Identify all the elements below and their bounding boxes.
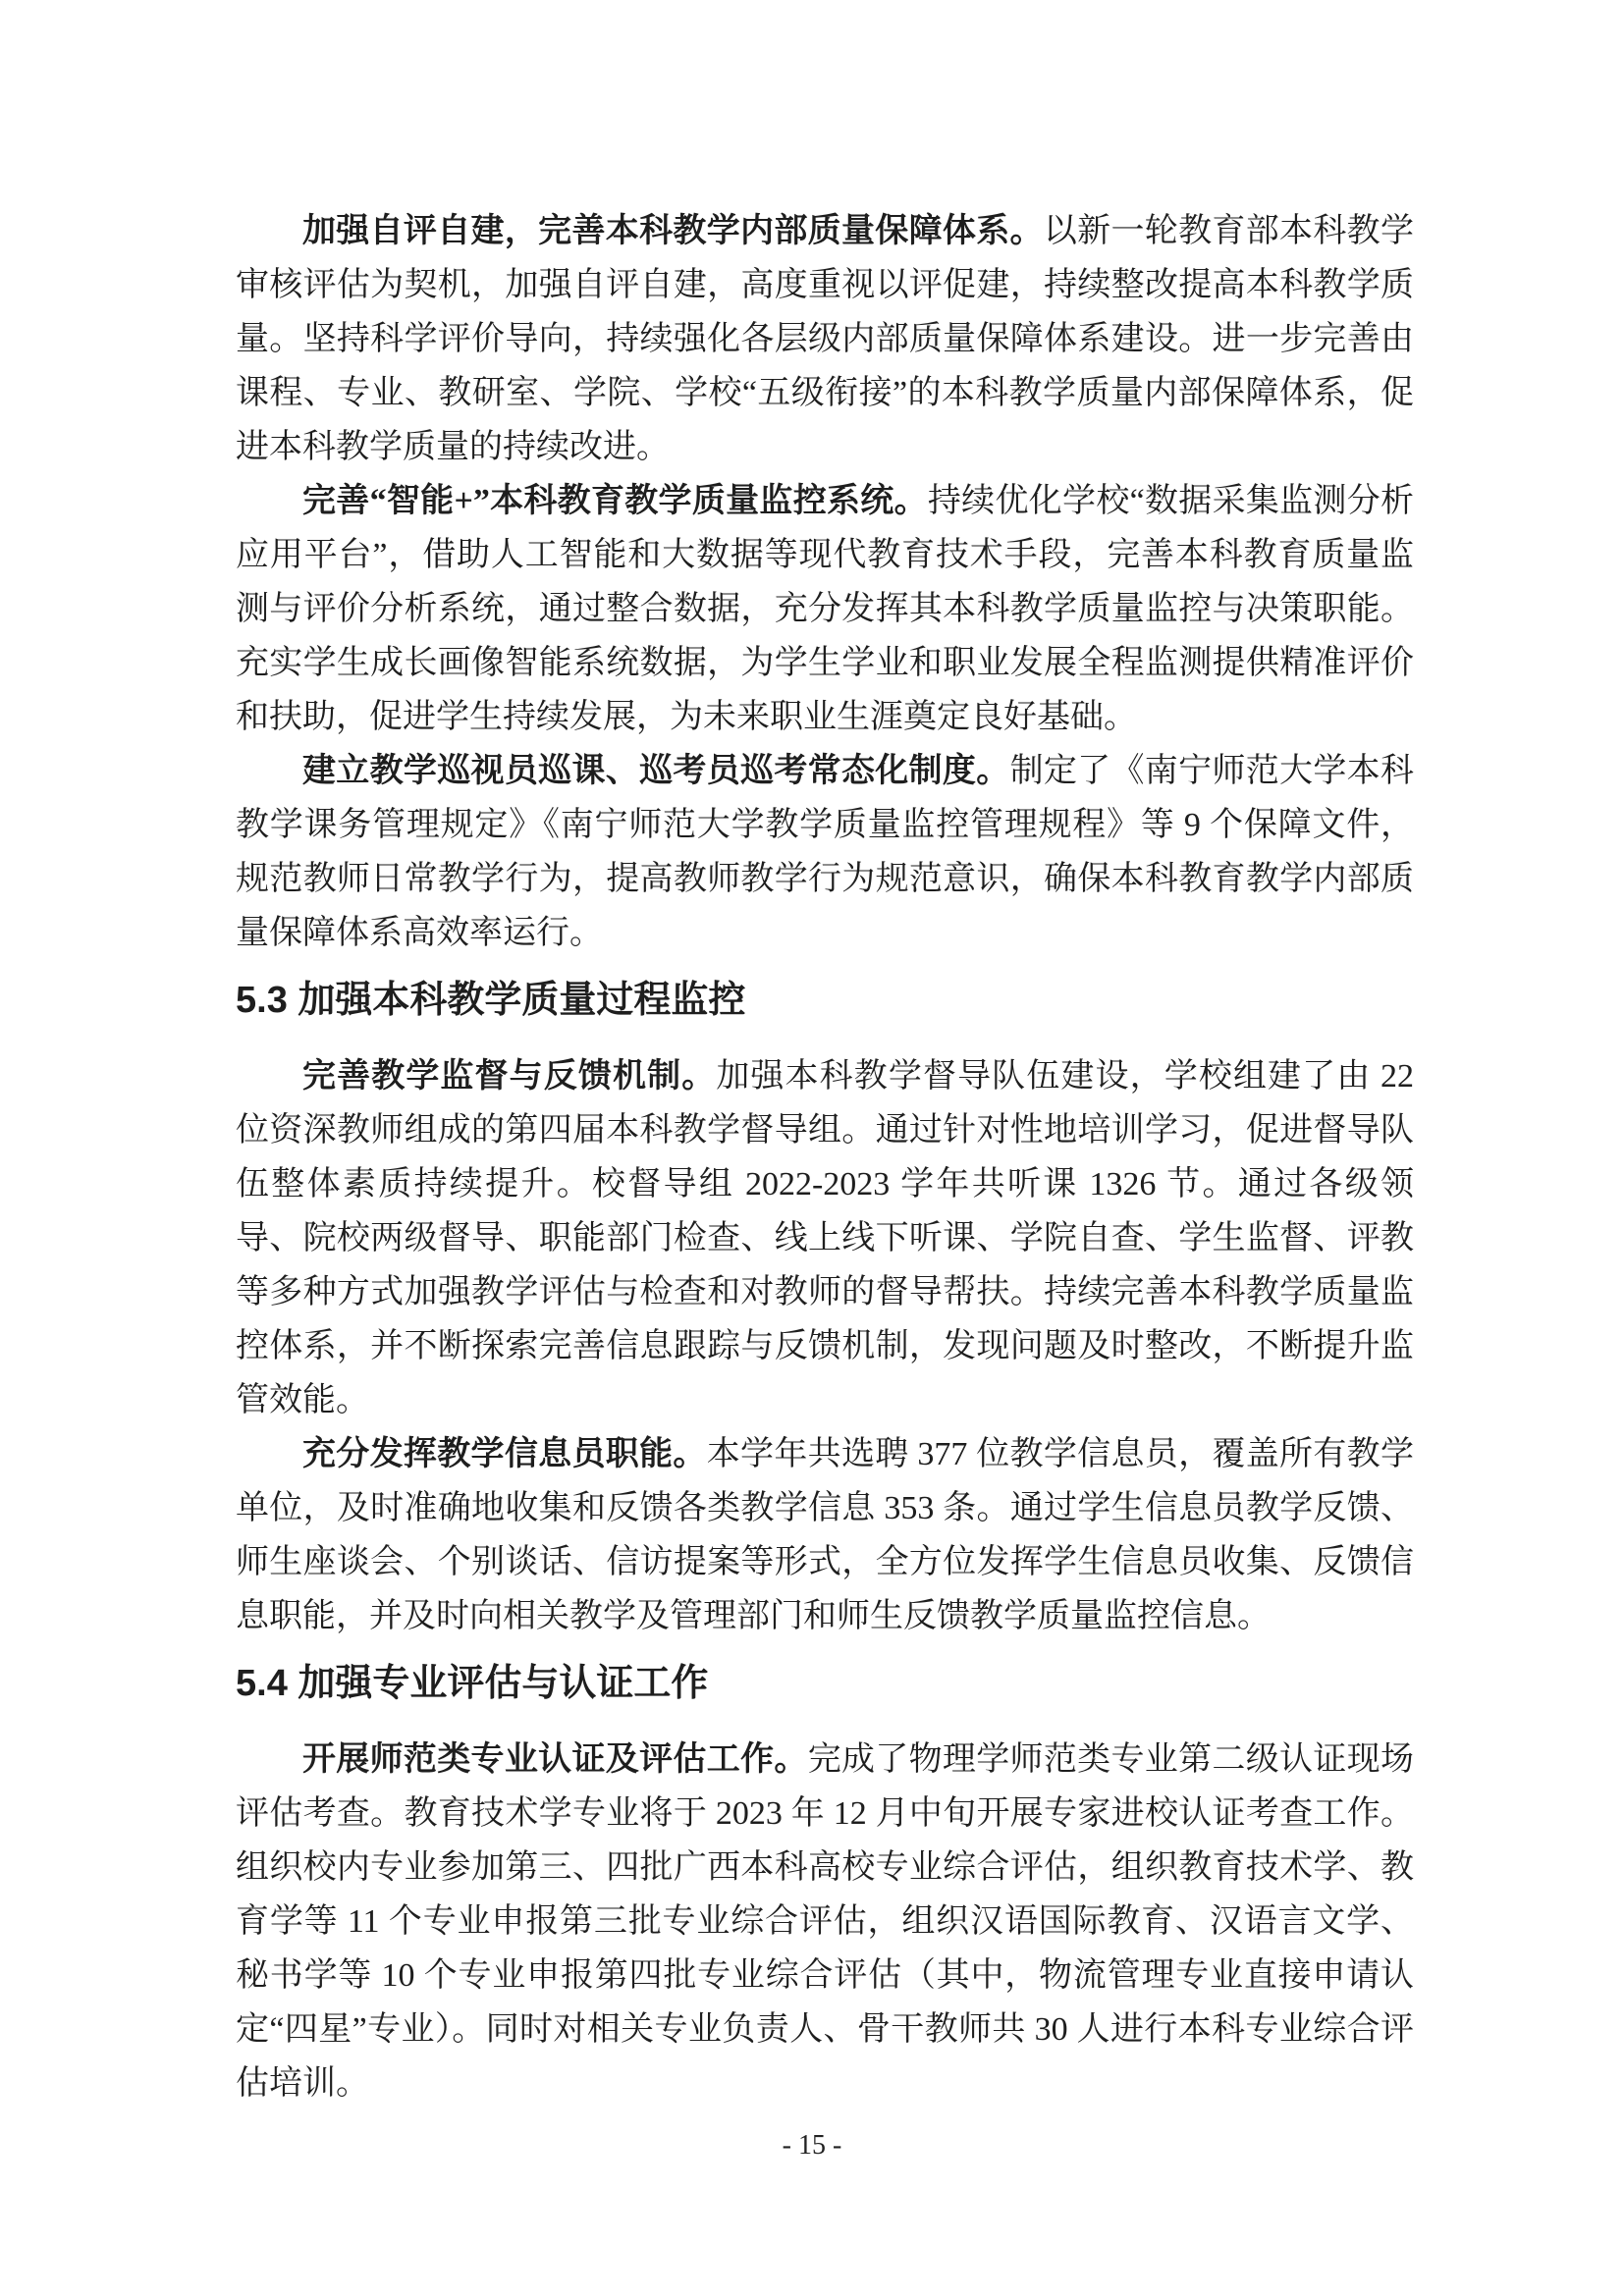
- paragraph-lead: 建立教学巡视员巡课、巡考员巡考常态化制度。: [302, 753, 1010, 789]
- paragraph-lead: 加强自评自建，完善本科教学内部质量保障体系。: [302, 213, 1044, 249]
- body-paragraph: [236, 474, 1414, 744]
- body-paragraph: [236, 204, 1414, 474]
- paragraph-text: 本学年共选聘 377 位教学信息员，覆盖所有教学单位，及时准确地收集和反馈各类教学信息 353 条。通过学生信息员教学反馈、师生座谈会、个别谈话、信访提案等形式，全方位发挥学生信息员收集、反馈信息职能，并及时向相关教学及管理部门和师生反馈教学质量监控信息。: [236, 1436, 1414, 1634]
- paragraph-text: 以新一轮教育部本科教学审核评估为契机，加强自评自建，高度重视以评促建，持续整改提高本科教学质量。坚持科学评价导向，持续强化各层级内部质量保障体系建设。进一步完善由课程、专业、教研室、学院、学校“五级衔接”的本科教学质量内部保障体系，促进本科教学质量的持续改进。: [236, 213, 1414, 465]
- section-heading-5-3: 5.3 加强本科教学质量过程监控: [236, 980, 746, 1021]
- body-paragraph: [236, 1733, 1414, 2110]
- paragraph-text: 制定了《南宁师范大学本科教学课务管理规定》《南宁师范大学教学质量监控管理规程》等 9 个保障文件，规范教师日常教学行为，提高教师教学行为规范意识，确保本科教育教学内部质量保障体系高效率运行。: [236, 753, 1414, 951]
- paragraph-text: 完成了物理学师范类专业第二级认证现场评估考查。教育技术学专业将于 2023 年 12 月中旬开展专家进校认证考查工作。组织校内专业参加第三、四批广西本科高校专业综合评估，组织教育技术学、教育学等 11 个专业申报第三批专业综合评估，组织汉语国际教育、汉语言文学、秘书学等 10 个专业申报第四批专业综合评估（其中，物流管理专业直接申请认定“四星”专业）。同时对相关专业负责人、骨干教师共 30 人进行本科专业综合评估培训。: [236, 1741, 1414, 2102]
- paragraph-text: 加强本科教学督导队伍建设，学校组建了由 22 位资深教师组成的第四届本科教学督导组。通过针对性地培训学习，促进督导队伍整体素质持续提升。校督导组 2022-2023 学年共听课 1326 节。通过各级领导、院校两级督导、职能部门检查、线上线下听课、学院自查、学生监督、评教等多种方式加强教学评估与检查和对教师的督导帮扶。持续完善本科教学质量监控体系，并不断探索完善信息跟踪与反馈机制，发现问题及时整改，不断提升监管效能。: [236, 1058, 1414, 1418]
- body-paragraph: [236, 744, 1414, 960]
- page-content: [236, 204, 1414, 2110]
- body-paragraph: [236, 1427, 1414, 1643]
- paragraph-lead: 开展师范类专业认证及评估工作。: [302, 1741, 808, 1778]
- body-paragraph: [236, 1049, 1414, 1427]
- paragraph-text: 持续优化学校“数据采集监测分析应用平台”，借助人工智能和大数据等现代教育技术手段，完善本科教育质量监测与评价分析系统，通过整合数据，充分发挥其本科教学质量监控与决策职能。充实学生成长画像智能系统数据，为学生学业和职业发展全程监测提供精准评价和扶助，促进学生持续发展，为未来职业生涯奠定良好基础。: [236, 483, 1415, 735]
- section-heading-5-4: 5.4 加强专业评估与认证工作: [236, 1663, 709, 1704]
- paragraph-lead: 完善教学监督与反馈机制。: [302, 1058, 717, 1095]
- paragraph-lead: 充分发挥教学信息员职能。: [302, 1436, 707, 1472]
- page-number: - 15 -: [782, 2130, 842, 2161]
- paragraph-lead: 完善“智能+”本科教育教学质量监控系统。: [302, 483, 928, 519]
